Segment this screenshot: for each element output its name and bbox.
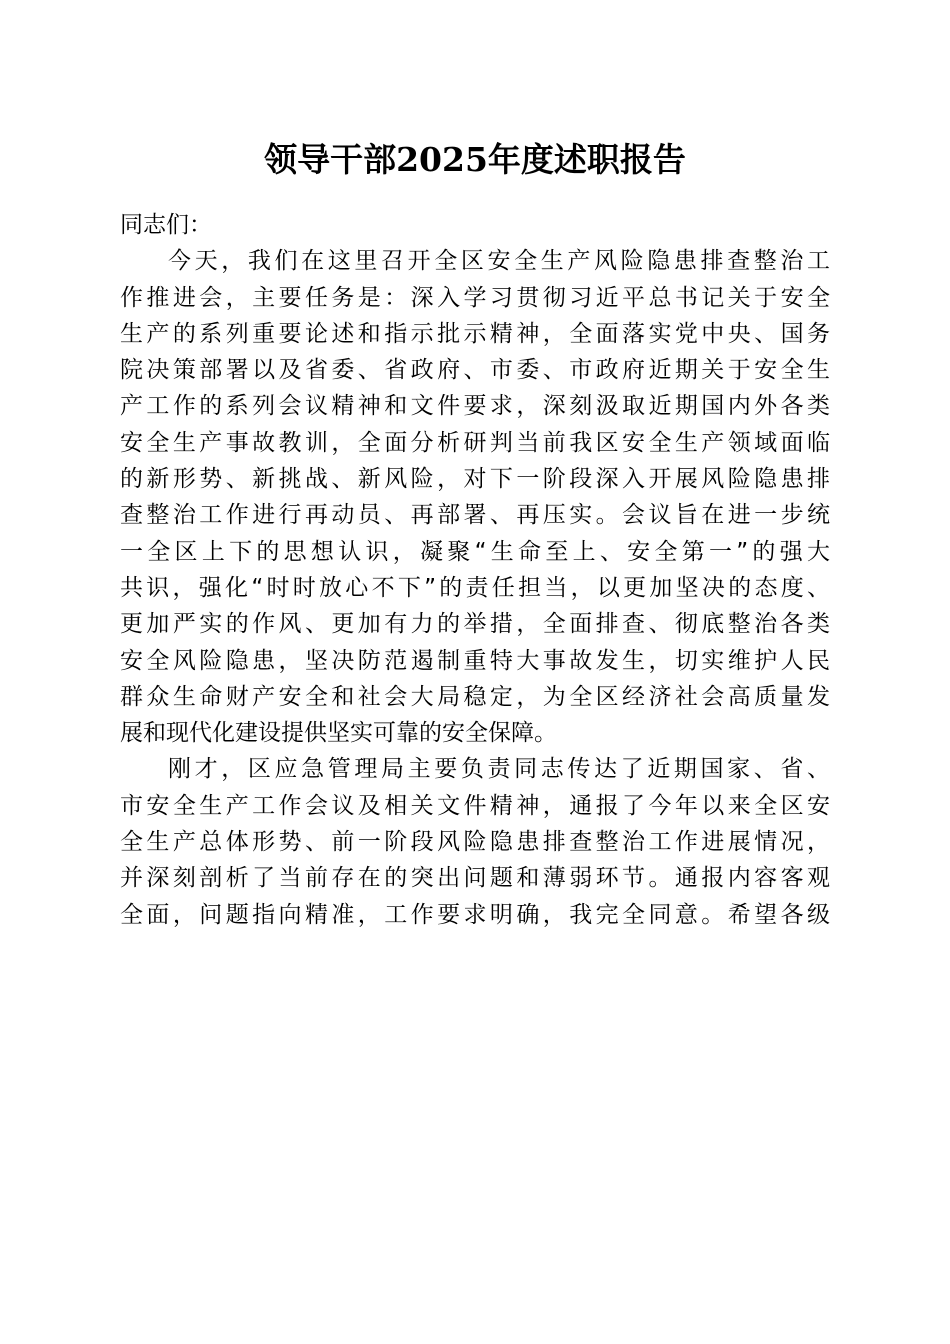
paragraph-line: 产工作的系列会议精神和文件要求，深刻汲取近期国内外各类 <box>120 393 830 420</box>
paragraph-line: 更加严实的作风、更加有力的举措，全面排查、彻底整治各类 <box>120 611 830 638</box>
paragraph-line: 共识，强化“时时放心不下”的责任担当，以更加坚决的态度、 <box>120 574 830 601</box>
paragraph-line: 群众生命财产安全和社会大局稳定，为全区经济社会高质量发 <box>120 683 830 710</box>
paragraph-line: 全面，问题指向精准，工作要求明确，我完全同意。希望各级 <box>120 901 830 928</box>
salutation: 同志们： <box>120 212 212 238</box>
paragraph-2 <box>120 751 830 932</box>
paragraph-line: 并深刻剖析了当前存在的突出问题和薄弱环节。通报内容客观 <box>120 865 830 892</box>
paragraph-line: 安全风险隐患，坚决防范遏制重特大事故发生，切实维护人民 <box>120 647 830 674</box>
document-body <box>120 207 830 933</box>
paragraph-line: 院决策部署以及省委、省政府、市委、市政府近期关于安全生 <box>120 357 830 384</box>
paragraph-line: 今天，我们在这里召开全区安全生产风险隐患排查整治工 <box>168 248 830 275</box>
paragraph-line: 展和现代化建设提供坚实可靠的安全保障。 <box>120 720 557 747</box>
paragraph-line: 作推进会，主要任务是：深入学习贯彻习近平总书记关于安全 <box>120 284 830 311</box>
paragraph-line: 全生产总体形势、前一阶段风险隐患排查整治工作进展情况， <box>120 829 830 856</box>
paragraph-line: 生产的系列重要论述和指示批示精神，全面落实党中央、国务 <box>120 320 830 347</box>
paragraph-line: 查整治工作进行再动员、再部署、再压实。会议旨在进一步统 <box>120 502 830 529</box>
paragraph-1 <box>120 243 830 751</box>
paragraph-line: 一全区上下的思想认识，凝聚“生命至上、安全第一”的强大 <box>120 538 830 565</box>
document-title: 领导干部2025年度述职报告 <box>264 140 686 179</box>
paragraph-line: 的新形势、新挑战、新风险，对下一阶段深入开展风险隐患排 <box>120 466 830 493</box>
paragraph-line: 安全生产事故教训，全面分析研判当前我区安全生产领域面临 <box>120 429 830 456</box>
paragraph-line: 市安全生产工作会议及相关文件精神，通报了今年以来全区安 <box>120 792 830 819</box>
paragraph-line: 刚才，区应急管理局主要负责同志传达了近期国家、省、 <box>168 756 830 783</box>
